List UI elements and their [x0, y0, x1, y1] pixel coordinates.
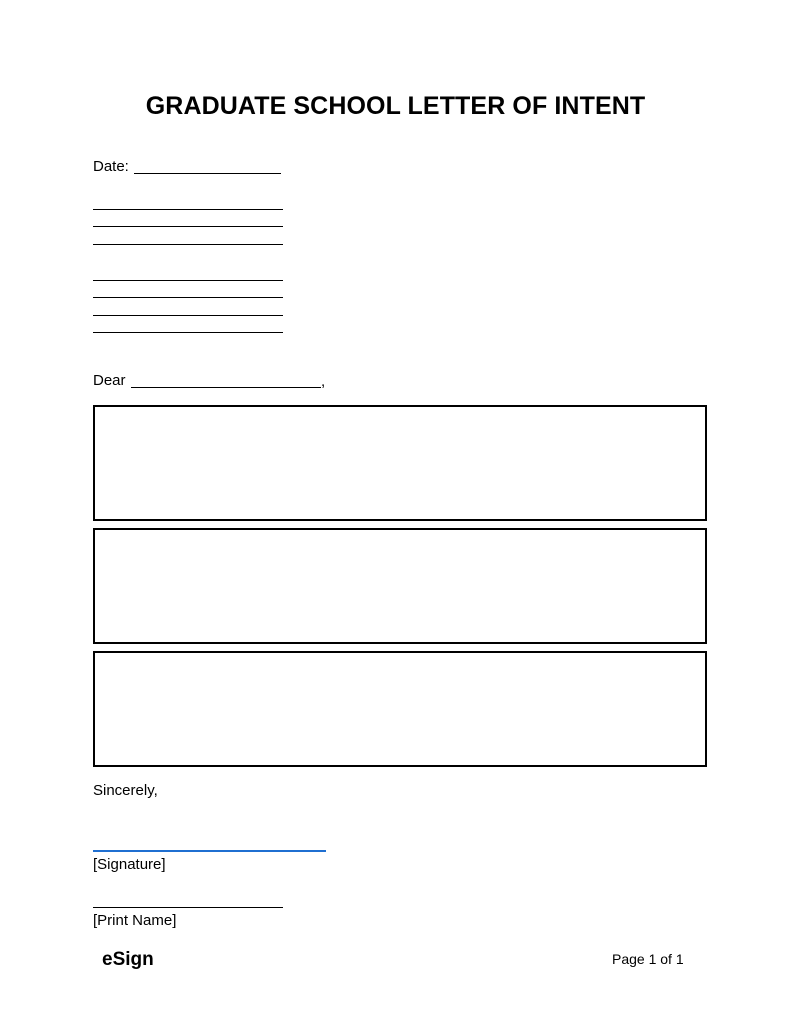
page-indicator: Page 1 of 1	[612, 951, 684, 967]
signature-label: [Signature]	[93, 856, 166, 873]
esign-logo: eSign	[102, 949, 154, 970]
closing-text: Sincerely,	[93, 782, 158, 799]
paragraph-box-3[interactable]	[93, 651, 707, 767]
salutation-name-line[interactable]	[131, 387, 321, 388]
paragraph-box-1[interactable]	[93, 405, 707, 521]
print-name-label: [Print Name]	[93, 912, 177, 929]
signature-line[interactable]	[93, 850, 326, 852]
salutation-comma: ,	[321, 373, 326, 390]
address-line-3[interactable]	[93, 315, 283, 316]
recipient-line-1[interactable]	[93, 209, 283, 210]
paragraph-box-2[interactable]	[93, 528, 707, 644]
address-line-4[interactable]	[93, 332, 283, 333]
address-line-2[interactable]	[93, 297, 283, 298]
document-title: GRADUATE SCHOOL LETTER OF INTENT	[145, 92, 646, 120]
print-name-line[interactable]	[93, 907, 283, 908]
date-field-line[interactable]	[134, 173, 281, 174]
date-label: Date:	[93, 158, 129, 175]
recipient-line-2[interactable]	[93, 226, 283, 227]
salutation-label: Dear	[93, 372, 126, 389]
recipient-line-3[interactable]	[93, 244, 283, 245]
address-line-1[interactable]	[93, 280, 283, 281]
